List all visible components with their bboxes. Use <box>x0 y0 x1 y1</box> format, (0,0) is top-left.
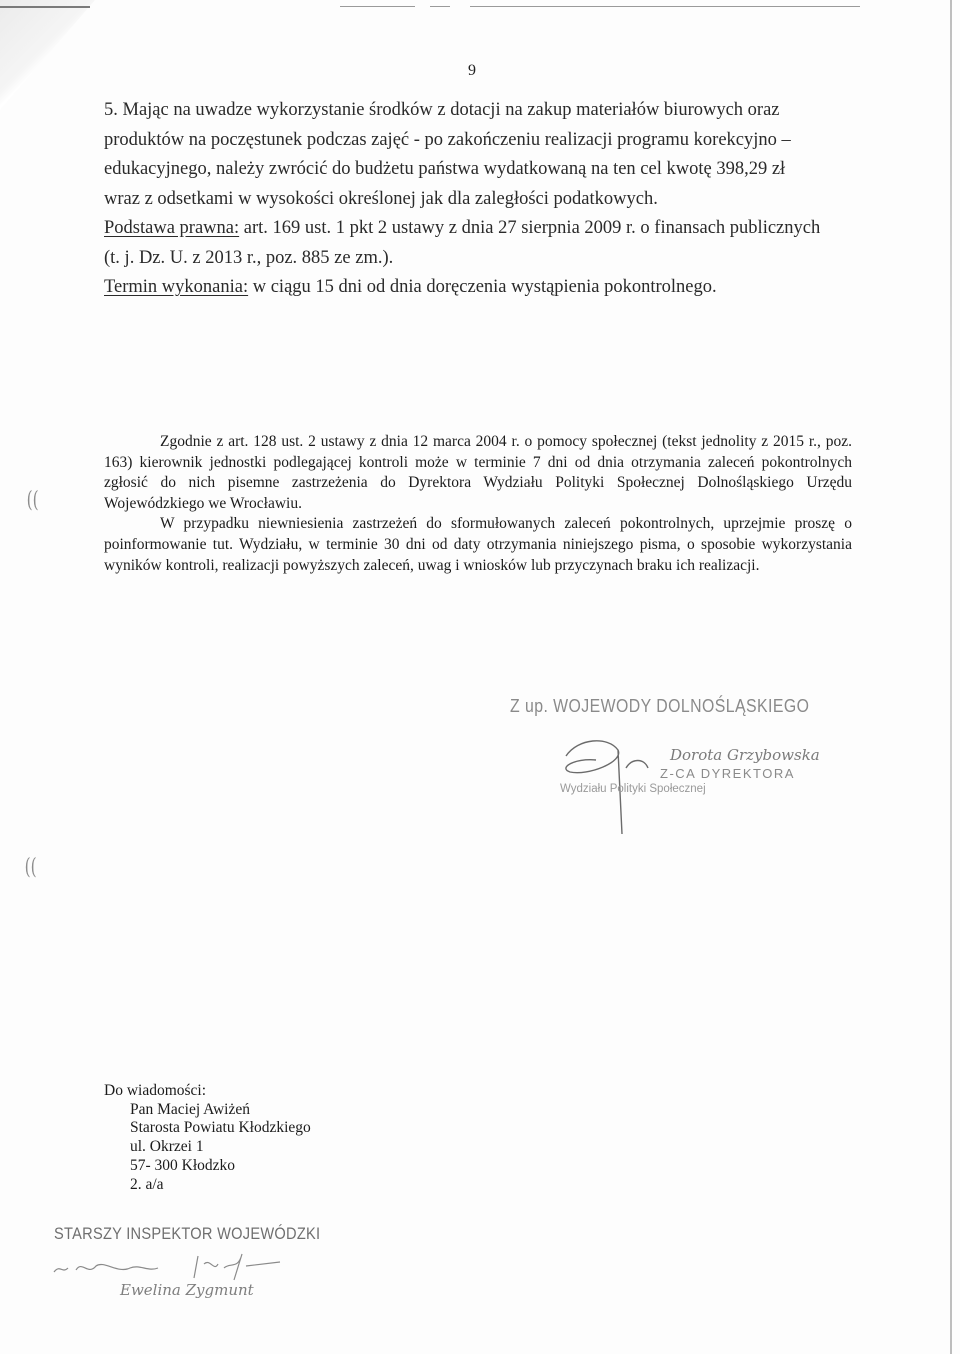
scan-edge-line <box>0 6 90 8</box>
list-item: ul. Okrzei 1 <box>130 1138 204 1156</box>
distribution-heading: Do wiadomości: <box>104 1082 207 1099</box>
director-role: Z-CA DYREKTORA <box>660 766 795 781</box>
scan-edge-line <box>430 6 450 7</box>
reporting-paragraph: W przypadku niewniesienia zastrzeżeń do sformułowanych zaleceń pokontrolnych, uprzejmie proszę o poinformowanie tut. Wydziału, w terminie 30 dni od daty otrzymania niniejszego pisma, o sposobie wykorzystania wyników kontroli, realizacji powyższych zaleceń, uwag i wniosków lub przyczynach braku ich realizacji. <box>104 515 852 574</box>
point-line: edukacyjnego, należy zwrócić do budżetu państwa wydatkowaną na ten cel kwotę 398,29 zł <box>104 159 786 179</box>
inspector-signature-icon <box>48 1250 288 1284</box>
authorization-stamp: Z up. WOJEWODY DOLNOŚLĄSKIEGO <box>510 696 810 716</box>
scan-edge-line <box>470 6 860 7</box>
scan-right-edge <box>950 0 952 1354</box>
list-item: Starosta Powiatu Kłodzkiego <box>130 1119 311 1137</box>
director-department: Wydziału Polityki Społecznej <box>560 783 706 795</box>
deadline-text: w ciągu 15 dni od dnia doręczenia wystąpienia pokontrolnego. <box>248 277 717 297</box>
point-line: 5. Mając na uwadze wykorzystanie środków z dotacji na zakup materiałów biurowych oraz <box>104 100 780 120</box>
list-item: 2. a/a <box>130 1175 164 1193</box>
inspector-name: Ewelina Zygmunt <box>120 1281 254 1299</box>
recommendation-point-5 <box>104 96 864 303</box>
distribution-list <box>104 1082 311 1194</box>
recipient-list <box>104 1101 311 1195</box>
legal-basis <box>104 214 864 244</box>
list-item: 57- 300 Kłodzko <box>130 1156 236 1174</box>
scan-corner-fold <box>0 0 95 110</box>
deadline <box>104 273 864 303</box>
deadline-label: Termin wykonania: <box>104 277 249 297</box>
objection-paragraph: Zgodnie z art. 128 ust. 2 ustawy z dnia 12 marca 2004 r. o pomocy społecznej (tekst jednolity z 2015 r., poz. 163) kierownik jednostki podlegającej kontroli może w terminie 7 dni od dnia otrzymania zaleceń pokontrolnych zgłosić do nich pisemne zastrzeżenia do Dyrektora Wydziału Polityki Społecznej Dolnośląskiego Urzędu Wojewódzkiego we Wrocławiu. <box>104 433 852 512</box>
director-stamp <box>560 746 840 795</box>
legal-basis-continued: (t. j. Dz. U. z 2013 r., poz. 885 ze zm.). <box>104 247 394 268</box>
point-line: produktów na poczęstunek podczas zajęć - po zakończeniu realizacji programu korekcyjno – <box>104 129 791 150</box>
legal-basis-text: art. 169 ust. 1 pkt 2 ustawy z dnia 27 sierpnia 2009 r. o finansach publicznych <box>239 218 821 238</box>
punch-hole-mark: (( <box>24 855 37 880</box>
inspector-stamp-title: STARSZY INSPEKTOR WOJEWÓDZKI <box>54 1224 321 1243</box>
instructions-section <box>104 432 852 576</box>
scan-edge-line <box>340 6 415 7</box>
point-line: wraz z odsetkami w wysokości określonej jak dla zaległości podatkowych. <box>104 188 658 209</box>
page-number: 9 <box>468 62 476 79</box>
list-item: Pan Maciej Awiżeń <box>130 1100 250 1118</box>
punch-hole-mark: (( <box>26 488 39 513</box>
director-name: Dorota Grzybowska <box>670 746 820 764</box>
legal-basis-label: Podstawa prawna: <box>104 218 240 238</box>
